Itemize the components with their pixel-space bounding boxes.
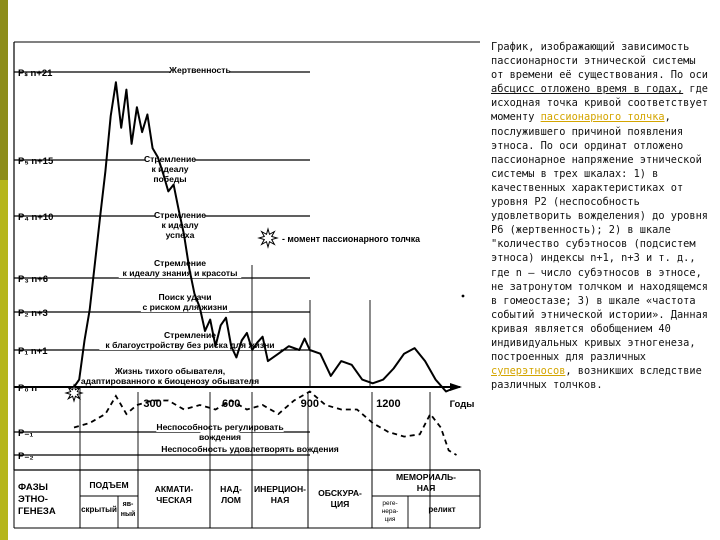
level-label-p1: P₁ n+1 bbox=[18, 346, 48, 357]
level-text-p4: к идеалу bbox=[161, 220, 199, 230]
phase-name: МЕМОРИАЛЬ- bbox=[395, 472, 457, 482]
level-text-p2: с риском для жизни bbox=[142, 302, 228, 312]
link-passionary-push[interactable]: пассионарного толчка bbox=[540, 111, 665, 124]
burst-icon bbox=[259, 229, 277, 247]
level-label-pm1: P₋₁ bbox=[18, 428, 34, 439]
stray-dot bbox=[462, 295, 465, 298]
level-text-p3: Стремление bbox=[153, 258, 207, 268]
level-text-p5: победы bbox=[153, 174, 187, 184]
phase-name: НАЯ bbox=[416, 483, 436, 493]
phase-name: НАЯ bbox=[270, 495, 290, 505]
phase-sub-regeneration: нера- bbox=[381, 508, 399, 515]
accent-strip-bottom bbox=[0, 180, 8, 540]
level-text-p1: Стремление bbox=[163, 330, 217, 340]
description-text bbox=[491, 40, 713, 392]
annotation-push: - момент пассионарного толчка bbox=[282, 234, 421, 244]
phase-sub-explicit: яв- bbox=[122, 501, 134, 508]
level-text-p0: адаптированного к биоценозу обывателя bbox=[80, 376, 260, 386]
level-label-p4: P₄ n+10 bbox=[18, 212, 54, 223]
accent-strip-top bbox=[0, 0, 8, 180]
phase-sub-hidden: скрытый bbox=[81, 505, 117, 514]
phases-title: ГЕНЕЗА bbox=[18, 506, 56, 517]
x-tick-label: 1200 bbox=[376, 398, 401, 410]
description-part: , послужившего причиной появления этноса. По оси ординат отложено пассионарное напряжение этнической системы в трех шкалах: 1) в качественных характеристиках от уровня Р2 (неспособность удовлетворить вожделения) до уровня Р6 (жертвенность); 2) в шкале "количество субэтносов (подсистем этноса) индексы n+1, n+3 и т. д., где n — число субэтносов в этносе, не затронутом толчком и находящемся в гомеостазе; 3) в шкале «частота событий этнической истории». Данная кривая является обобщением 40 индивидуальных кривых этногенеза, построенных для различных bbox=[491, 111, 708, 364]
phase-sub-regeneration: ция bbox=[384, 516, 396, 523]
level-text-p3: к идеалу знания и красоты bbox=[122, 268, 238, 278]
phase-name: ЧЕСКАЯ bbox=[156, 495, 192, 505]
level-label-p2: P₂ n+3 bbox=[18, 308, 48, 319]
x-axis-arrow bbox=[450, 383, 462, 391]
description-part: , возникших вследствие различных толчков. bbox=[491, 365, 702, 392]
link-superethnoses[interactable]: суперэтносов bbox=[491, 365, 566, 378]
burst-icon bbox=[66, 385, 82, 401]
level-text-p4: Стремление bbox=[153, 210, 207, 220]
level-label-pm2: P₋₂ bbox=[18, 451, 34, 462]
level-label-p0: P₀ n bbox=[18, 383, 38, 394]
level-text-pm2: Неспособность удовлетворять вождения bbox=[161, 444, 339, 454]
phase-sub-regeneration: реге- bbox=[382, 500, 398, 507]
level-text-p6: Жертвенность bbox=[169, 65, 231, 75]
phase-sub-relict: реликт bbox=[428, 505, 456, 514]
level-label-p3: P₃ n+6 bbox=[18, 274, 49, 285]
level-text-p0: Жизнь тихого обывателя, bbox=[114, 366, 226, 376]
level-text-p5: к идеалу bbox=[151, 164, 189, 174]
phase-name: ИНЕРЦИОН- bbox=[253, 484, 307, 494]
phase-name: ПОДЪЕМ bbox=[89, 480, 129, 490]
phase-sub-explicit: ный bbox=[120, 511, 136, 518]
level-label-p6: Pₛ n+21 bbox=[18, 68, 53, 79]
x-tick-label: 900 bbox=[300, 398, 319, 410]
phases-title: ФАЗЫ bbox=[18, 482, 48, 493]
level-text-pm1: вождения bbox=[198, 432, 242, 442]
x-tick-label: 600 bbox=[222, 398, 241, 410]
x-axis-label: Годы bbox=[449, 399, 475, 410]
level-label-p5: P₅ n+15 bbox=[18, 156, 54, 167]
level-text-p1: к благоустройству без риска для жизни bbox=[105, 340, 275, 350]
phase-name: ЛОМ bbox=[221, 495, 241, 505]
level-text-p4: успеха bbox=[165, 230, 195, 240]
description-abscissa: абсцисс отложено время в годах, bbox=[491, 83, 684, 96]
phases-title: ЭТНО- bbox=[18, 494, 48, 505]
ethnogenesis-chart bbox=[10, 0, 482, 540]
phase-name: ОБСКУРА- bbox=[318, 488, 362, 498]
phase-name: АКМАТИ- bbox=[154, 484, 194, 494]
x-tick-label: 300 bbox=[143, 398, 162, 410]
level-text-p2: Поиск удачи bbox=[158, 292, 212, 302]
phase-name: НАД- bbox=[220, 484, 242, 494]
level-text-p5: Стремление bbox=[143, 154, 197, 164]
level-text-pm1: Неспособность регулировать bbox=[156, 422, 284, 432]
description-part: График, изображающий зависимость пассионарности этнической системы от времени её существования. По оси bbox=[491, 41, 708, 82]
description-part: где исходная точка кривой соответствует моменту bbox=[491, 83, 708, 124]
phase-name: ЦИЯ bbox=[330, 499, 350, 509]
